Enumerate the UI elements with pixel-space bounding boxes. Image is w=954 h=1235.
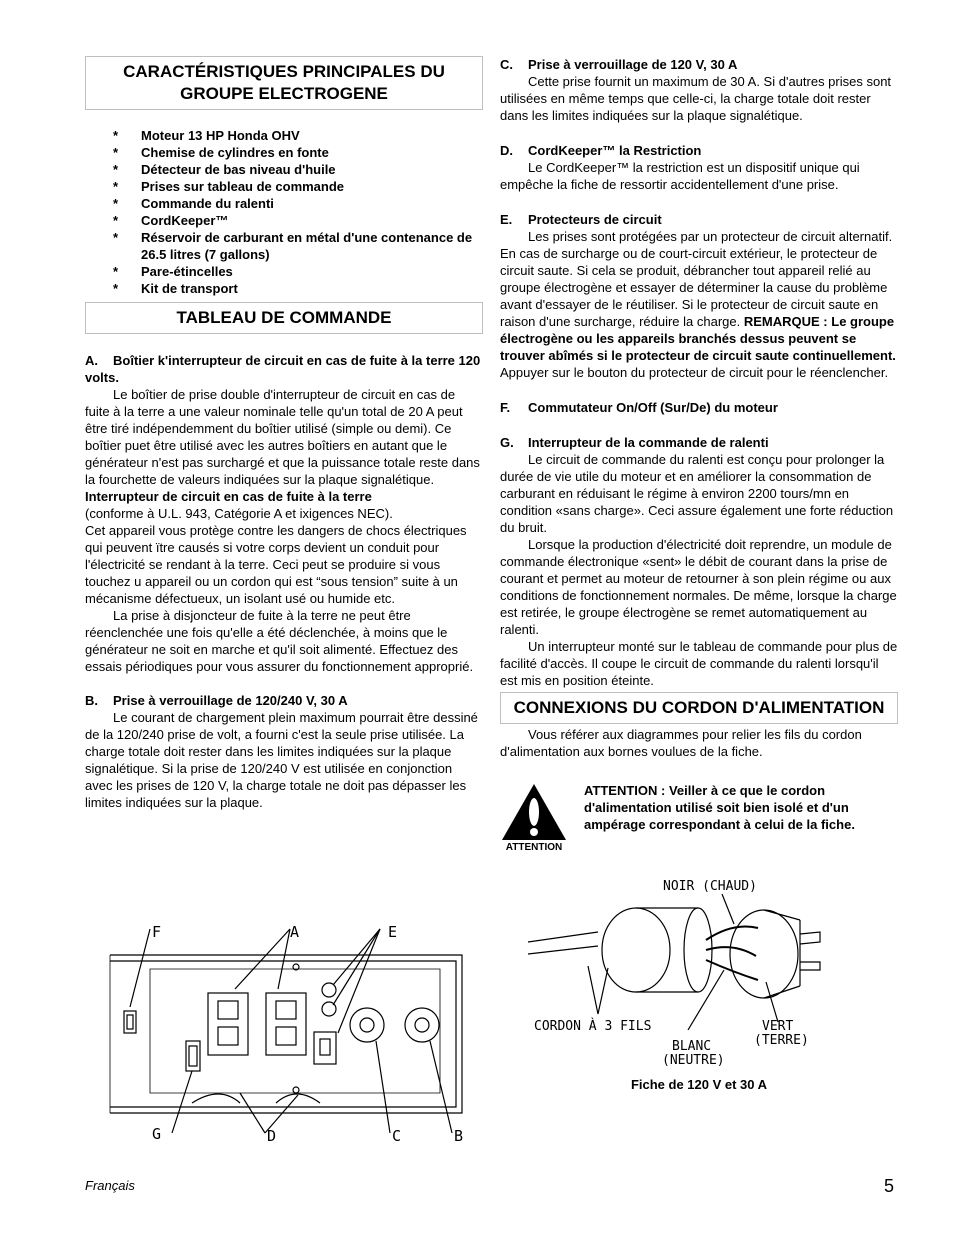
list-item: * Pare-étincelles — [113, 264, 233, 279]
section-a-text: Le boîtier de prise double d'interrupteur de circuit en cas de fuite à la terre a une valeur nominale telle qu'un total de 20 A peut être tiré indépendemment du boîtier utilisé (simple ou demi). Ce boîtier puet être utilisé avec les autres boîtiers en autant que le générateur n'est pas surchargé et que la puissance totale reste dans la fourchette de valeurs indiquées sur la plaque signalétique. — [85, 387, 480, 487]
plug-label-blanc: BLANC — [672, 1039, 712, 1054]
plug-label-cordon: CORDON À 3 FILS — [534, 1019, 652, 1034]
section-a-title: A. Boîtier k'interrupteur de circuit en cas de fuite à la terre 120 volts. — [85, 353, 481, 385]
section-a-text: Cet appareil vous protège contre les dangers de chocs électriques qui peuvent ïtre causés si votre corps devient un conduit pour l'électricité se rendant à la terre. Ceci peut se produire si vous touchez u appareil ou un cordon qui est “sous tension” suite à un mécanisme défectueux, un isolant usé ou humide etc. — [85, 523, 467, 606]
panel-label-g: G — [152, 1125, 162, 1143]
section-c-text: Cette prise fournit un maximum de 30 A. Si d'autres prises sont utilisées en même temps que celle-ci, la charge totale doit rester dans les limites indiquées sur la plaque signalétique. — [500, 74, 892, 123]
feature-list — [85, 127, 483, 297]
attention-text: ATTENTION : Veiller à ce que le cordon d'alimentation utilisé soit bien isolé et d'un ampérage correspondant à celui de la fiche. — [584, 783, 855, 832]
panel-label-b: B — [454, 1127, 464, 1145]
list-item: * Réservoir de carburant en métal d'une contenance de 26.5 litres (7 gallons) — [113, 230, 473, 262]
plug-label-vert: VERT — [762, 1019, 794, 1034]
plug-wiring-diagram — [528, 872, 828, 1067]
list-item: * Commande du ralenti — [113, 196, 274, 211]
section-d-text: Le CordKeeper™ la restriction est un dispositif unique qui empêche la fiche de ressortir accidentellement d'une prise. — [500, 160, 860, 192]
connections-text: Vous référer aux diagrammes pour relier les fils du cordon d'alimentation aux bornes voulues de la fiche. — [500, 727, 862, 759]
control-panel-diagram — [100, 915, 480, 1150]
section-e-title: E. Protecteurs de circuit — [500, 212, 662, 227]
left-column — [85, 56, 483, 811]
plug-label-neutre: (NEUTRE) — [662, 1053, 725, 1067]
list-item: * Chemise de cylindres en fonte — [113, 145, 329, 160]
section-f-title: F. Commutateur On/Off (Sur/De) du moteur — [500, 400, 778, 415]
plug-label-terre: (TERRE) — [754, 1033, 809, 1048]
warning-triangle-icon — [500, 782, 570, 856]
heading-features: CARACTÉRISTIQUES PRINCIPALES DU GROUPE ELECTROGENE — [85, 56, 483, 110]
page-number: 5 — [884, 1176, 895, 1196]
panel-label-e: E — [388, 923, 398, 941]
section-g-title: G. Interrupteur de la commande de ralenti — [500, 435, 769, 450]
list-item: * Détecteur de bas niveau d'huile — [113, 162, 336, 177]
section-a-text: La prise à disjoncteur de fuite à la terre ne peut être réenclenchée une fois qu'elle a été déclenchée, à moins que le générateur ne soit en marche et qu'il soit alimenté. Effectuez des essais périodiques pour vous assurer du fonctionnement approprié. — [85, 608, 474, 674]
section-c-title: C. Prise à verrouillage de 120 V, 30 A — [500, 57, 738, 72]
section-b-text: Le courant de chargement plein maximum pourrait être dessiné de la 120/240 prise de volt, a fourni c'est la seule prise utilisée. La charge totale doit rester dans les limites indiquées sur la plaque signalétique. Si la prise de 120/240 V est utilisée en conjonction avec les prises de 120 V, la charge totale ne doit pas dépasser les limites indiquées sur la plaque. — [85, 710, 478, 810]
panel-label-c: C — [392, 1127, 402, 1145]
section-g-text: Lorsque la production d'électricité doit reprendre, un module de commande électronique «sent» le débit de courant dans la prise de courant et permet au moteur de retourner à son plein régime ou aux conditions de fonctionnement normales. De même, lorsque la charge est retirée, le groupe électrogène se remet automatiquement au ralenti. — [500, 537, 897, 637]
right-column — [500, 56, 898, 856]
section-g-text: Le circuit de commande du ralenti est conçu pour prolonger la durée de vie utile du moteur et en améliorer la consommation de carburant en réduisant le régime à environ 2200 tours/mn en condition «sans charge». Ceci assure également une forte réduction du bruit. — [500, 452, 894, 535]
list-item: * CordKeeper™ — [113, 213, 229, 228]
section-g-text: Un interrupteur monté sur le tableau de commande pour plus de facilité d'accès. Il coupe le circuit de commande du ralenti lorsqu'il est mis en position éteinte. — [500, 639, 898, 688]
list-item: * Kit de transport — [113, 281, 238, 296]
list-item: * Prises sur tableau de commande — [113, 179, 345, 194]
attention-icon-label: ATTENTION — [505, 842, 563, 852]
panel-label-d: D — [267, 1127, 277, 1145]
figure-caption: Fiche de 120 V et 30 A — [630, 1077, 768, 1092]
section-d-title: D. CordKeeper™ la Restriction — [500, 143, 702, 158]
attention-notice — [500, 782, 898, 856]
list-item: * Moteur 13 HP Honda OHV — [113, 128, 300, 143]
panel-label-a: A — [290, 923, 300, 941]
section-b-title: B. Prise à verrouillage de 120/240 V, 30 A — [85, 693, 348, 708]
heading-control-panel: TABLEAU DE COMMANDE — [85, 302, 483, 334]
section-a-bold: Interrupteur de circuit en cas de fuite à la terre — [85, 489, 372, 504]
section-e-text: Les prises sont protégées par un protecteur de circuit alternatif. En cas de surcharge ou de court-circuit extérieur, le protecteur de circuit saute. Si cela se produit, débrancher tout appareil relié au groupe électrogène et essayer de déterminer la cause du problème avant d'essayer de le réutiliser. Si le protecteur de circuit saute en raison d'une surcharge, réduire la charge. REMARQUE : Le groupe électrogène ou les appareils branchés dessus peuvent se trouver abîmés si le protecteur de circuit saute continuellement. Appuyer sur le bouton du protecteur de circuit pour le réenclencher. — [500, 229, 896, 380]
footer-language: Français — [85, 1178, 135, 1193]
heading-cord-connections: CONNEXIONS DU CORDON D'ALIMENTATION — [500, 692, 898, 724]
plug-label-noir: NOIR (CHAUD) — [663, 879, 757, 894]
panel-label-f: F — [152, 923, 162, 941]
section-a-text: (conforme à U.L. 943, Catégorie A et ixigences NEC). — [85, 506, 393, 521]
